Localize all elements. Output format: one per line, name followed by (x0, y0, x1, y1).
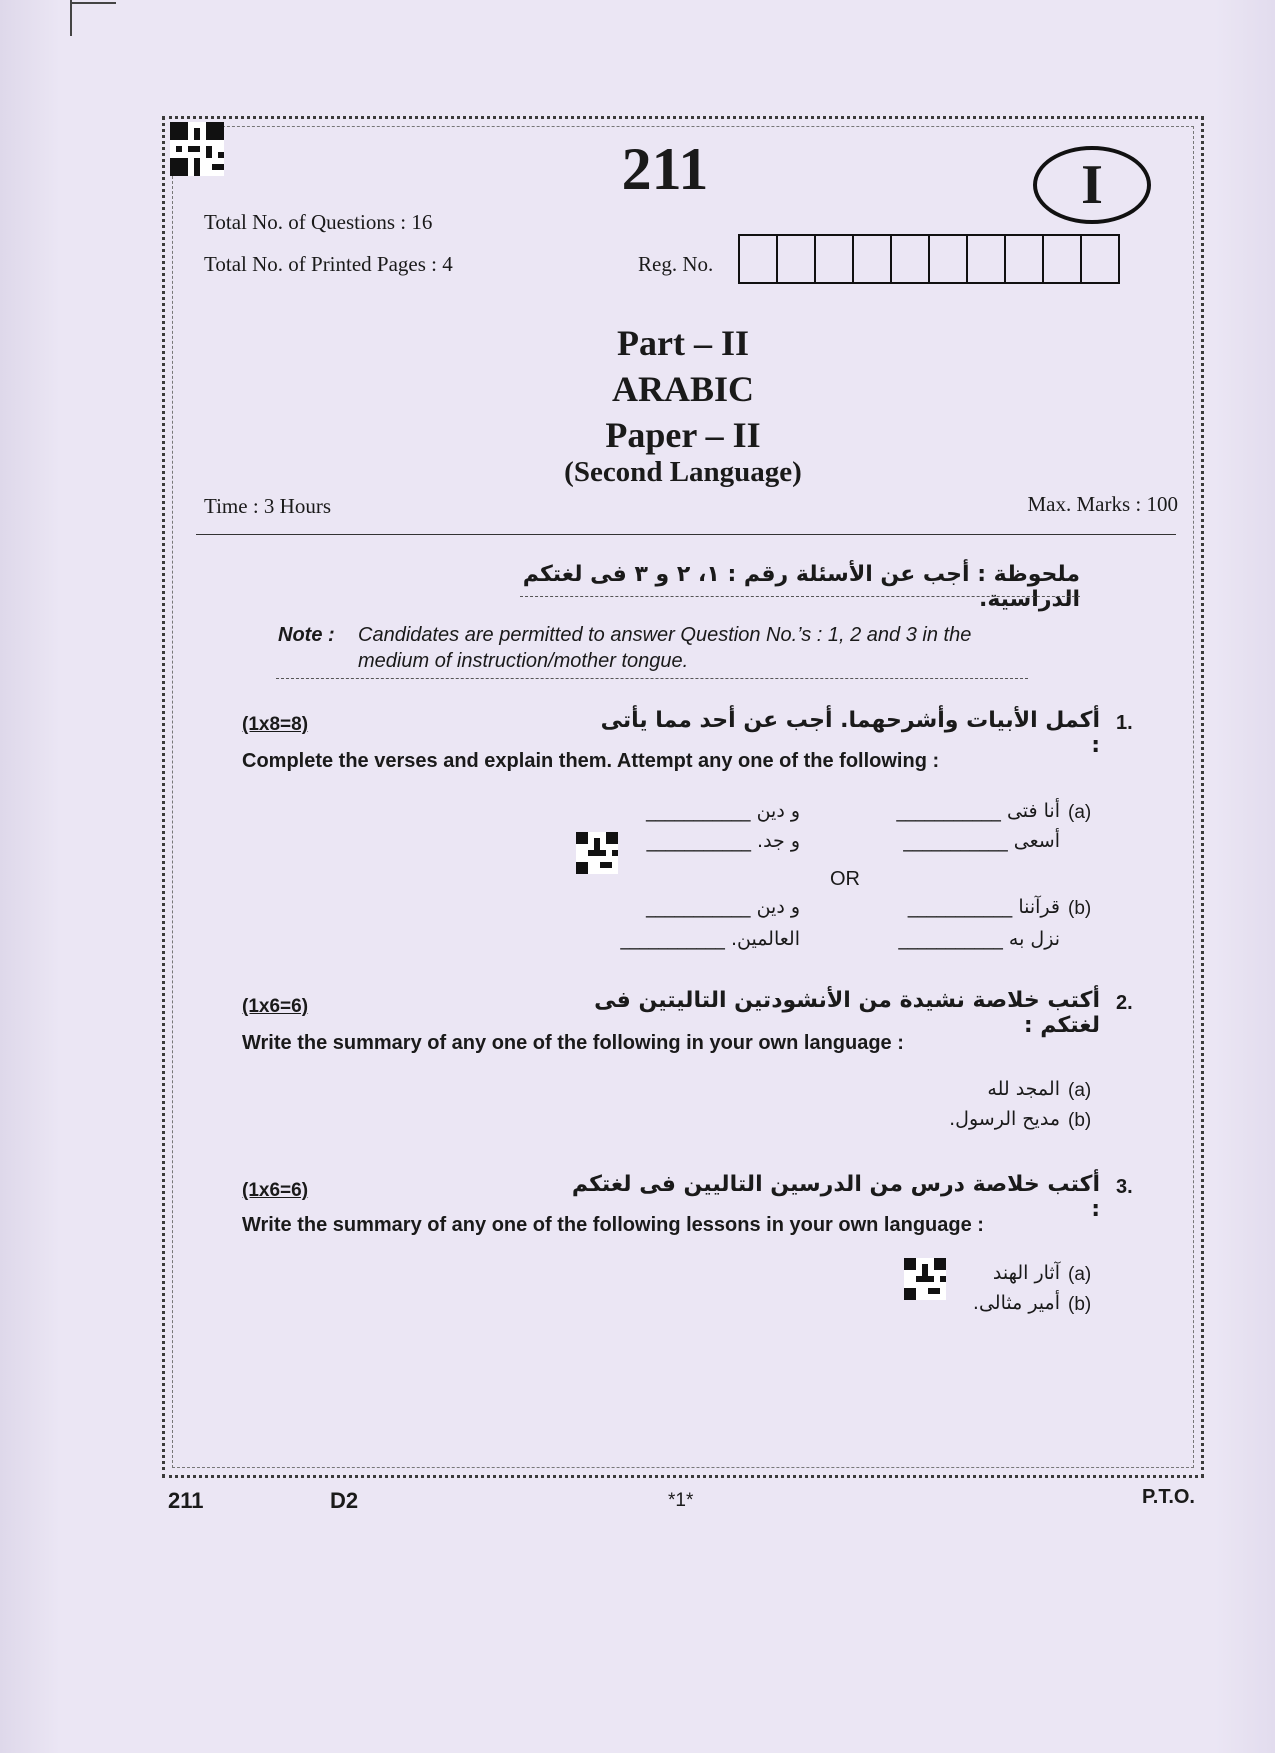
q2-a-label: (a) (1068, 1080, 1092, 1101)
qr-code-icon (576, 832, 618, 874)
q3-arabic: أكتب خلاصة درس من الدرسين التاليين فى لغتكم : (571, 1172, 1100, 1222)
footer-series: D2 (330, 1488, 359, 1513)
note-line-1: Candidates are permitted to answer Question No.’s : 1, 2 and 3 in the (358, 624, 972, 646)
q1-b-line1-left: و دين ___________ (646, 896, 800, 918)
q3-marks: (1x6=6) (242, 1180, 309, 1201)
q2-arabic: أكتب خلاصة نشيدة من الأنشودتين التاليتين فى لغتكم : (594, 988, 1100, 1038)
q1-b-label: (b) (1068, 898, 1092, 919)
max-marks-label: Max. Marks : 100 (1027, 492, 1178, 516)
total-pages: Total No. of Printed Pages : 4 (204, 252, 453, 276)
arabic-note-underline (520, 596, 1080, 597)
q1-a-line1-right: أنا فتى ___________ (896, 800, 1060, 822)
q3-b-label: (b) (1068, 1294, 1092, 1315)
qr-code-icon (170, 122, 224, 176)
q3-b-text: أمير مثالى. (972, 1292, 1060, 1314)
q3-number: 3. (1116, 1176, 1133, 1198)
q1-marks: (1x8=8) (242, 714, 309, 735)
q1-b-line1-right: قرآننا ___________ (907, 896, 1060, 918)
q2-b-label: (b) (1068, 1110, 1092, 1131)
paper-code: 211 (621, 136, 709, 202)
footer-code: 211 (168, 1488, 204, 1513)
q2-marks: (1x6=6) (242, 996, 309, 1017)
q1-or: OR (830, 868, 860, 890)
q2-b-text: مديح الرسول. (949, 1108, 1060, 1130)
time-label: Time : 3 Hours (204, 494, 331, 518)
reg-no-field[interactable] (738, 234, 1120, 284)
q1-number: 1. (1116, 712, 1133, 734)
q1-a-line1-left: و دين ___________ (646, 800, 800, 822)
arabic-note: ملحوظة : أجب عن الأسئلة رقم : ١، ٢ و ٣ فى لغتكم الدراسية. (522, 562, 1080, 612)
q2-number: 2. (1116, 992, 1133, 1014)
q1-b-line2-right: نزل به ___________ (898, 928, 1060, 950)
qr-code-icon (904, 1258, 946, 1300)
q1-a-label: (a) (1068, 802, 1092, 823)
part-heading: Part – II (617, 323, 749, 363)
q2-a-text: المجد لله (987, 1078, 1060, 1100)
scan-mark (70, 0, 72, 36)
note-line-2: medium of instruction/mother tongue. (358, 650, 689, 672)
q3-english: Write the summary of any one of the following lessons in your own language : (242, 1214, 984, 1236)
q2-english: Write the summary of any one of the following in your own language : (242, 1032, 904, 1054)
q1-a-line2-right: أسعى ___________ (903, 830, 1060, 852)
paper-heading: Paper – II (605, 415, 761, 455)
q1-a-line2-left: و جد. ___________ (646, 830, 800, 852)
header-divider (196, 534, 1176, 535)
note-label: Note : (278, 624, 335, 646)
set-code-badge: I (1033, 146, 1151, 224)
subject-heading: ARABIC (611, 369, 754, 409)
pto-label: P.T.O. (1142, 1486, 1195, 1508)
q1-english: Complete the verses and explain them. Attempt any one of the following : (242, 750, 940, 772)
note-underline (276, 678, 1028, 679)
q1-arabic: أكمل الأبيات وأشرحهما. أجب عن أحد مما يأتى : (600, 708, 1100, 758)
scan-mark-top (70, 2, 116, 4)
q3-a-label: (a) (1068, 1264, 1092, 1285)
page-number: *1* (668, 1490, 694, 1511)
language-heading: (Second Language) (564, 456, 802, 488)
q1-b-line2-left: العالمين. ___________ (620, 928, 800, 950)
reg-no-label: Reg. No. (638, 252, 714, 276)
total-questions: Total No. of Questions : 16 (204, 210, 433, 234)
q3-a-text: آثار الهند (992, 1262, 1060, 1284)
